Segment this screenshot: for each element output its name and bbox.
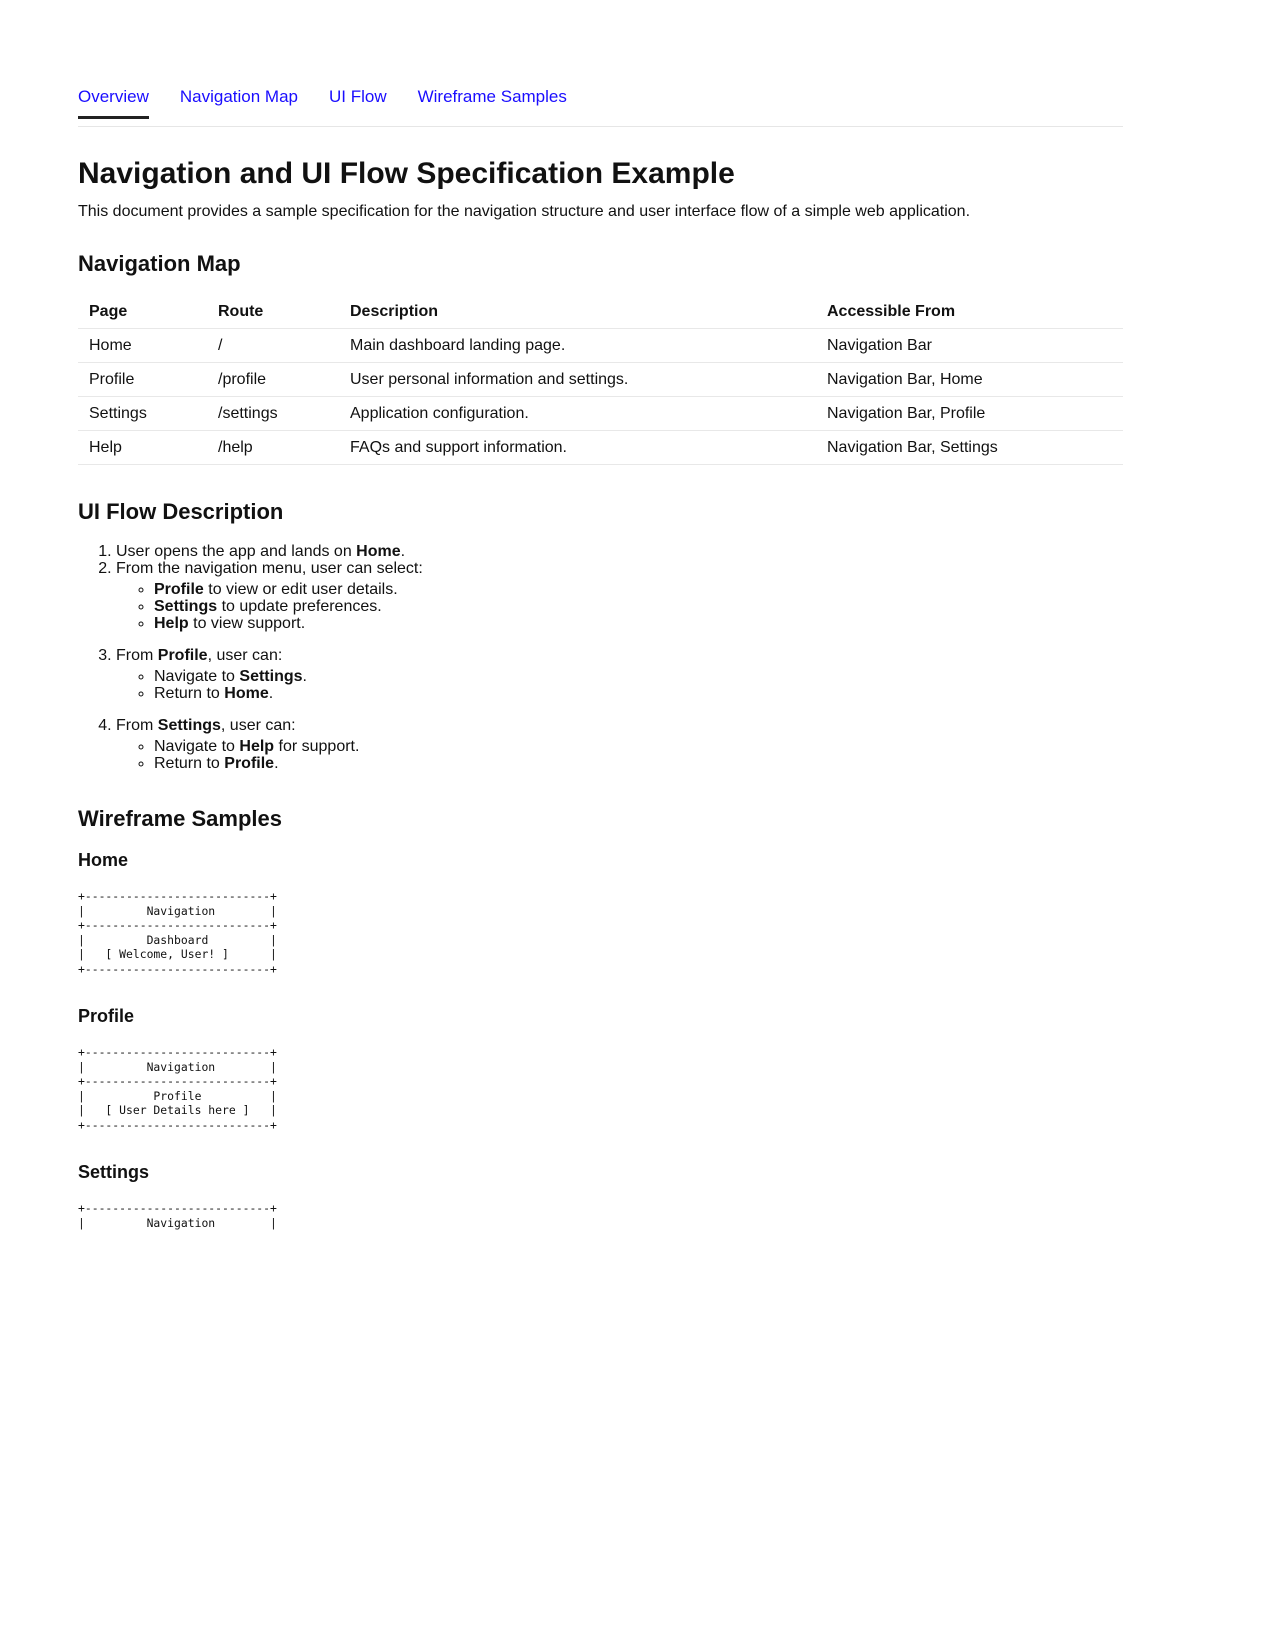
navigation-map-heading: Navigation Map xyxy=(78,251,241,276)
navigation-map-table xyxy=(78,295,1123,465)
table-cell: Navigation Bar, Profile xyxy=(816,397,1123,431)
table-cell: /settings xyxy=(207,397,339,431)
table-cell: Application configuration. xyxy=(339,397,816,431)
ui-flow-list xyxy=(78,543,1123,772)
document xyxy=(78,0,1123,1260)
flow-step: 3. From Profile, user can: ◦ Navigate to Settings. ◦ Return to Home. xyxy=(116,647,1123,702)
table-cell: Help xyxy=(78,431,207,465)
tab-navigation-map[interactable]: Navigation Map xyxy=(179,87,298,106)
page-title: Navigation and UI Flow Specification Example xyxy=(78,157,735,190)
table-cell: /help xyxy=(207,431,339,465)
flow-step: 2. From the navigation menu, user can select: ◦ Profile to view or edit user details. ◦ Settings to update preferences. ◦ Help to view support. xyxy=(116,560,1123,632)
ui-flow-heading: UI Flow Description xyxy=(78,499,284,524)
flow-substep: ◦ Navigate to Help for support. xyxy=(154,738,1123,755)
flow-substep: ◦ Return to Profile. xyxy=(154,755,1123,772)
flow-substep: ◦ Settings to update preferences. xyxy=(154,598,1123,615)
col-description: Description xyxy=(339,295,816,329)
intro-text: This document provides a sample specification for the navigation structure and user interface flow of a simple web application. xyxy=(78,203,971,220)
table-header-row xyxy=(78,295,1123,329)
table-cell: Main dashboard landing page. xyxy=(339,329,816,363)
wireframe-samples-heading: Wireframe Samples xyxy=(78,806,283,831)
table-cell: /profile xyxy=(207,363,339,397)
table-row xyxy=(78,431,1123,465)
wireframe-ascii: +---------------------------+ | Navigation | +---------------------------+ | Profile | | [ User Details here ] | +---------------------------+ xyxy=(78,1045,277,1132)
flow-substep: ◦ Navigate to Settings. xyxy=(154,668,1123,685)
col-accessible-from: Accessible From xyxy=(816,295,1123,329)
flow-step: 4. From Settings, user can: ◦ Navigate to Help for support. ◦ Return to Profile. xyxy=(116,717,1123,772)
wireframe-title: Settings xyxy=(78,1162,150,1182)
col-page: Page xyxy=(78,295,207,329)
table-cell: Navigation Bar, Settings xyxy=(816,431,1123,465)
table-row xyxy=(78,397,1123,431)
table-row xyxy=(78,363,1123,397)
flow-substep: ◦ Help to view support. xyxy=(154,615,1123,632)
table-cell: Navigation Bar xyxy=(816,329,1123,363)
tab-ui-flow[interactable]: UI Flow xyxy=(328,87,387,106)
flow-step: 1. User opens the app and lands on Home. xyxy=(116,543,1123,560)
table-cell: / xyxy=(207,329,339,363)
wireframe-ascii: +---------------------------+ | Navigation | +---------------------------+ | Dashboard | | [ Welcome, User! ] | +---------------------------+ xyxy=(78,889,277,976)
table-cell: User personal information and settings. xyxy=(339,363,816,397)
table-cell: Navigation Bar, Home xyxy=(816,363,1123,397)
flow-substep: ◦ Profile to view or edit user details. xyxy=(154,581,1123,598)
table-cell: Home xyxy=(78,329,207,363)
wireframe-title: Profile xyxy=(78,1006,135,1026)
col-route: Route xyxy=(207,295,339,329)
table-row xyxy=(78,329,1123,363)
wireframe-title: Home xyxy=(78,850,129,870)
tab-wireframe-samples[interactable]: Wireframe Samples xyxy=(417,87,567,106)
tab-overview[interactable]: Overview xyxy=(78,86,149,119)
table-cell: Profile xyxy=(78,363,207,397)
table-cell: Settings xyxy=(78,397,207,431)
wireframe-ascii: +---------------------------+ | Navigation | xyxy=(78,1201,277,1230)
table-cell: FAQs and support information. xyxy=(339,431,816,465)
flow-substep: ◦ Return to Home. xyxy=(154,685,1123,702)
top-nav xyxy=(78,86,1123,127)
